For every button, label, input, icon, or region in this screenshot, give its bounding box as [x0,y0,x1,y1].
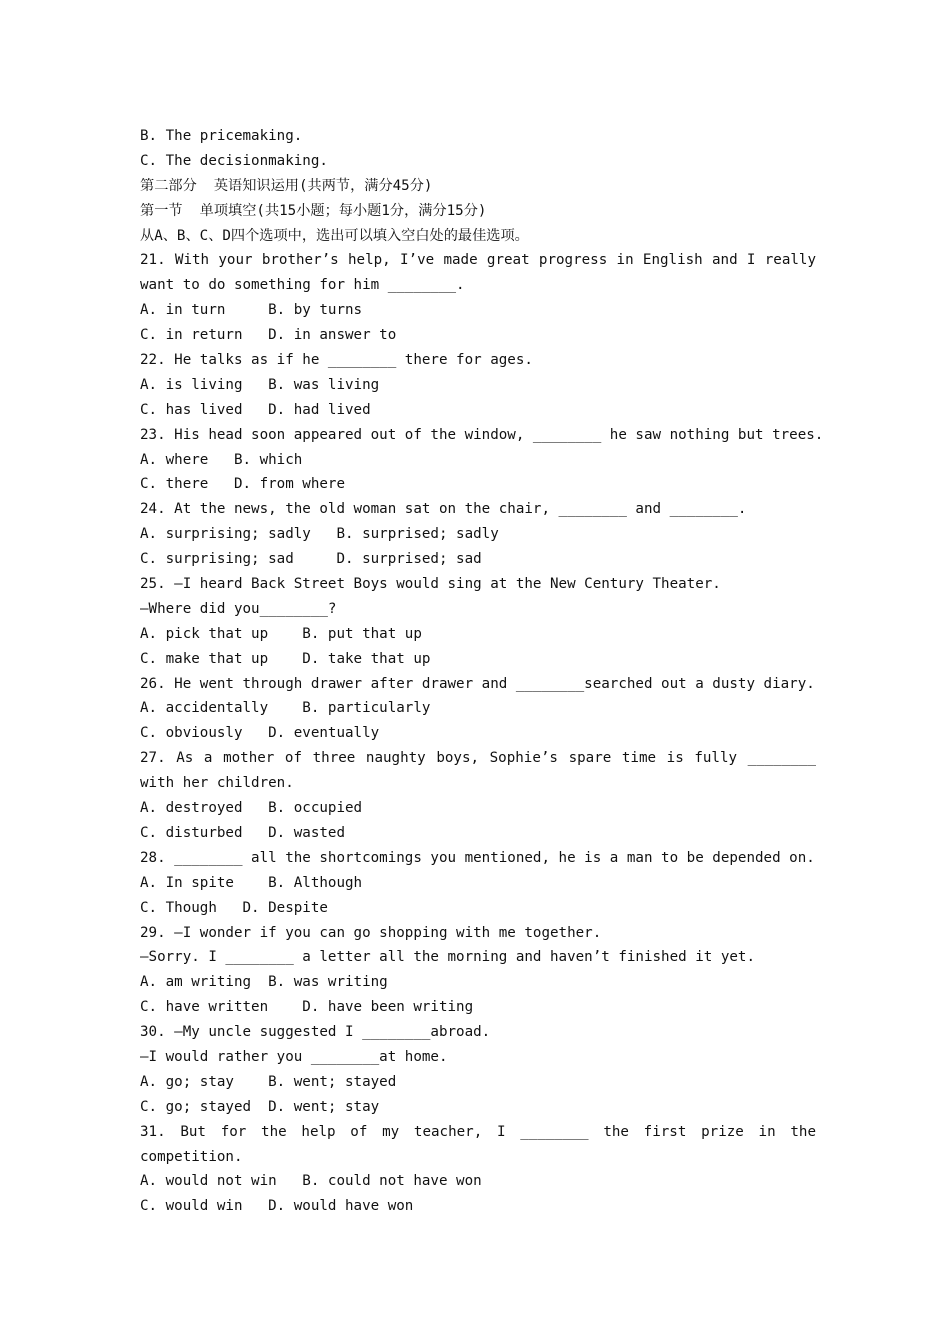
question-28: 28. ________ all the shortcomings you mentioned, he is a man to be depended on. [140,849,815,866]
options-ab: A. would not win B. could not have won [140,1173,482,1190]
document-page [140,124,824,1219]
question-27: 27. As a mother of three naughty boys, Sophie’s spare time is fully ________ [140,750,816,767]
options-ab: A. surprising; sadly B. surprised; sadly [140,526,499,543]
options-ab: A. where B. which [140,451,303,468]
options-ab: A. In spite B. Although [140,874,363,891]
text-line: B. The pricemaking. [140,128,303,144]
options-cd: C. disturbed D. wasted [140,824,345,841]
options-ab: A. pick that up B. put that up [140,625,422,642]
question-21: 21. With your brother’s help, I’ve made great progress in English and I really [140,252,816,269]
question-27-cont: with her children. [140,775,294,792]
question-21-cont: want to do something for him ________. [140,277,465,294]
options-cd: C. there D. from where [140,476,345,493]
question-25: 25. —I heard Back Street Boys would sing at the New Century Theater. [140,576,721,593]
options-ab: A. is living B. was living [140,376,380,393]
options-cd: C. would win D. would have won [140,1198,414,1215]
options-ab: A. go; stay B. went; stayed [140,1073,397,1090]
section-heading: 第二部分 英语知识运用(共两节，满分45分) [140,177,433,194]
subsection-heading: 第一节 单项填空(共15小题；每小题1分，满分15分) [140,202,487,219]
question-31-cont: competition. [140,1148,243,1165]
options-ab: A. destroyed B. occupied [140,800,363,817]
options-cd: C. in return D. in answer to [140,327,397,344]
options-cd: C. surprising; sad D. surprised; sad [140,551,482,568]
question-23: 23. His head soon appeared out of the window, ________ he saw nothing but trees. [140,426,824,443]
options-cd: C. have written D. have been writing [140,999,474,1016]
options-ab: A. am writing B. was writing [140,974,388,991]
question-24: 24. At the news, the old woman sat on the chair, ________ and ________. [140,501,747,518]
question-31: 31. But for the help of my teacher, I ________ the first prize in the [140,1123,816,1140]
question-26: 26. He went through drawer after drawer and ________searched out a dusty diary. [140,675,815,692]
question-30: 30. —My uncle suggested I ________abroad. [140,1024,491,1041]
options-cd: C. Though D. Despite [140,899,328,916]
question-22: 22. He talks as if he ________ there for ages. [140,352,533,369]
instructions: 从A、B、C、D四个选项中，选出可以填入空白处的最佳选项。 [140,227,529,244]
options-cd: C. has lived D. had lived [140,401,371,418]
question-25-reply: —Where did you________? [140,600,337,617]
options-ab: A. accidentally B. particularly [140,700,431,717]
options-cd: C. obviously D. eventually [140,725,380,742]
question-29-reply: —Sorry. I ________ a letter all the morning and haven’t finished it yet. [140,949,755,966]
options-ab: A. in turn B. by turns [140,302,363,319]
options-cd: C. go; stayed D. went; stay [140,1098,380,1115]
question-30-reply: —I would rather you ________at home. [140,1048,448,1065]
options-cd: C. make that up D. take that up [140,650,431,667]
question-29: 29. —I wonder if you can go shopping with me together. [140,924,602,941]
text-line: C. The decisionmaking. [140,152,328,169]
